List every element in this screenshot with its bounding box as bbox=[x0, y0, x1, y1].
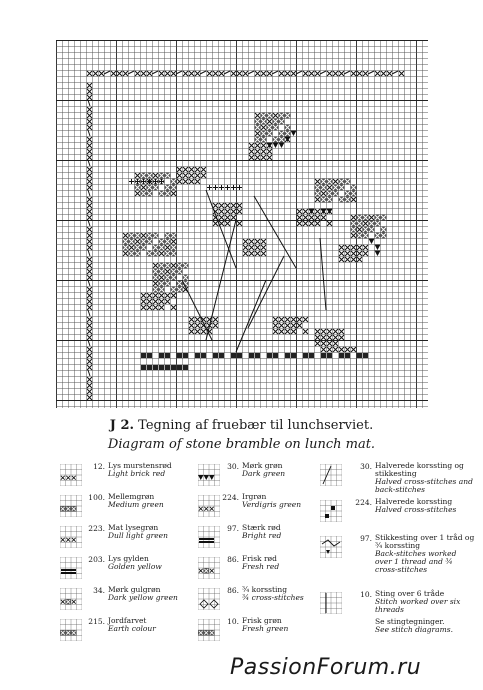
stitch-chart bbox=[56, 40, 428, 408]
stitch-solid bbox=[219, 353, 224, 358]
legend-column-3 bbox=[320, 462, 480, 642]
legend-swatch-icon bbox=[60, 495, 82, 517]
legend-danish: Frisk grøn bbox=[242, 616, 282, 625]
legend-number: 100. bbox=[88, 493, 105, 502]
legend-text bbox=[375, 534, 475, 574]
legend-text bbox=[242, 462, 285, 478]
legend-column-2 bbox=[198, 462, 328, 648]
stitch-solid bbox=[147, 365, 152, 370]
legend-danish: Frisk rød bbox=[242, 554, 277, 563]
legend-english: Dull light green bbox=[108, 531, 168, 540]
stitch-solid bbox=[321, 353, 326, 358]
legend-english: Fresh green bbox=[242, 624, 289, 633]
legend-swatch-icon bbox=[60, 526, 82, 548]
legend-number: 97. bbox=[227, 524, 239, 533]
legend-number: 12. bbox=[93, 462, 105, 471]
legend-text bbox=[242, 524, 281, 540]
legend-swatch-icon bbox=[320, 592, 342, 614]
legend-swatch-icon bbox=[198, 619, 220, 641]
legend-english: Bright red bbox=[242, 531, 282, 540]
stitch-solid bbox=[213, 353, 218, 358]
legend-swatch-icon bbox=[198, 495, 220, 517]
legend-danish: Mat lysegrøn bbox=[108, 523, 159, 532]
legend-item bbox=[198, 462, 328, 493]
legend-english: Dark green bbox=[242, 469, 286, 478]
stitch-solid bbox=[273, 353, 278, 358]
legend-item bbox=[320, 462, 480, 498]
stitch-solid bbox=[291, 353, 296, 358]
legend-number: 224. bbox=[222, 493, 239, 502]
stitch-solid bbox=[159, 353, 164, 358]
legend-text bbox=[242, 617, 288, 633]
stitch-solid bbox=[249, 353, 254, 358]
legend-number: 30. bbox=[227, 462, 239, 471]
legend-danish: Irgrøn bbox=[242, 492, 267, 501]
legend-text bbox=[375, 590, 475, 614]
legend-swatch-icon bbox=[60, 619, 82, 641]
stitch-solid bbox=[183, 353, 188, 358]
stitch-solid bbox=[171, 365, 176, 370]
legend-number: 223. bbox=[88, 524, 105, 533]
stitch-solid bbox=[195, 353, 200, 358]
legend-number: 97. bbox=[360, 534, 372, 543]
legend-number: 10. bbox=[360, 590, 372, 599]
legend-danish: ¾ korssting bbox=[242, 585, 288, 594]
legend-item bbox=[320, 498, 480, 534]
legend-note-danish: Se stingtegninger. bbox=[375, 617, 445, 626]
stitch-solid bbox=[183, 365, 188, 370]
stitch-solid bbox=[231, 353, 236, 358]
legend-number: 86. bbox=[227, 586, 239, 595]
legend-number: 10. bbox=[227, 617, 239, 626]
legend-number: 224. bbox=[355, 498, 372, 507]
legend-danish: Halverede korssting og stikkesting bbox=[375, 461, 464, 478]
stitch-solid bbox=[309, 353, 314, 358]
stitch-solid bbox=[339, 353, 344, 358]
caption-english: Diagram of stone bramble on lunch mat. bbox=[107, 437, 376, 452]
legend-english: Fresh red bbox=[242, 562, 280, 571]
legend-english: ¾ cross-stitches bbox=[242, 593, 304, 602]
caption-danish-text: Tegning af fruebær til lunchserviet. bbox=[138, 418, 374, 433]
legend-number: 86. bbox=[227, 555, 239, 564]
legend-text bbox=[108, 462, 172, 478]
legend-english: Medium green bbox=[108, 500, 164, 509]
legend-danish: Lys murstensrød bbox=[108, 461, 172, 470]
legend-text bbox=[242, 493, 301, 509]
stitch-solid bbox=[363, 353, 368, 358]
legend-english: Verdigris green bbox=[242, 500, 302, 509]
legend-number: 215. bbox=[88, 617, 105, 626]
legend-swatch-icon bbox=[320, 464, 342, 486]
legend-danish: Sting over 6 tråde bbox=[375, 589, 445, 598]
legend-text bbox=[108, 555, 162, 571]
legend-danish: Mørk gulgrøn bbox=[108, 585, 161, 594]
legend-english: Halved cross-stitches and back-stitches bbox=[375, 477, 473, 494]
legend-text bbox=[108, 524, 168, 540]
legend-note-english: See stitch diagrams. bbox=[375, 625, 453, 634]
legend-danish: Mellemgrøn bbox=[108, 492, 155, 501]
legend-note bbox=[375, 618, 483, 634]
legend-english: Golden yellow bbox=[108, 562, 162, 571]
stitch-solid bbox=[255, 353, 260, 358]
legend-english: Dark yellow green bbox=[108, 593, 178, 602]
legend-swatch-icon bbox=[60, 588, 82, 610]
legend-english: Light brick red bbox=[108, 469, 166, 478]
legend-text bbox=[108, 493, 164, 509]
legend-english: Back-stitches worked over 1 thread and ¾ cross-stitches bbox=[375, 549, 457, 574]
stitch-solid bbox=[177, 353, 182, 358]
stitch-solid bbox=[237, 353, 242, 358]
stitch-solid bbox=[177, 365, 182, 370]
legend-danish: Mørk grøn bbox=[242, 461, 283, 470]
legend-number: 34. bbox=[93, 586, 105, 595]
stitch-solid bbox=[153, 365, 158, 370]
diagram-code: J 2. bbox=[109, 418, 135, 433]
legend-danish: Lys gylden bbox=[108, 554, 149, 563]
legend-swatch-icon bbox=[198, 464, 220, 486]
legend-item bbox=[320, 534, 480, 590]
legend-swatch-icon bbox=[320, 536, 342, 558]
legend-swatch-icon bbox=[198, 557, 220, 579]
stitch-solid bbox=[345, 353, 350, 358]
stitch-solid bbox=[141, 365, 146, 370]
stitch-solid bbox=[303, 353, 308, 358]
stitch-solid bbox=[201, 353, 206, 358]
legend-text bbox=[108, 617, 156, 633]
stitch-solid bbox=[165, 353, 170, 358]
legend-text bbox=[108, 586, 178, 602]
legend-english: Stitch worked over six threads bbox=[375, 597, 461, 614]
stitch-solid bbox=[285, 353, 290, 358]
legend-item bbox=[198, 524, 328, 555]
legend-item bbox=[198, 586, 328, 617]
stitch-solid bbox=[327, 353, 332, 358]
legend-swatch-icon bbox=[60, 464, 82, 486]
legend-danish: Jordfarvet bbox=[108, 616, 147, 625]
stitch-solid bbox=[267, 353, 272, 358]
watermark: PassionForum.ru bbox=[230, 655, 422, 680]
stitch-solid bbox=[357, 353, 362, 358]
legend-english: Earth colour bbox=[108, 624, 156, 633]
legend-number: 30. bbox=[360, 462, 372, 471]
stitch-solid bbox=[141, 353, 146, 358]
legend-item bbox=[198, 555, 328, 586]
legend-number: 203. bbox=[88, 555, 105, 564]
caption-danish bbox=[0, 418, 483, 433]
stitch-solid bbox=[165, 365, 170, 370]
legend-item bbox=[198, 617, 328, 648]
legend-english: Halved cross-stitches bbox=[375, 505, 457, 514]
legend-swatch-icon bbox=[320, 500, 342, 522]
legend-danish: Halverede korssting bbox=[375, 497, 453, 506]
legend-swatch-icon bbox=[198, 588, 220, 610]
legend-text bbox=[242, 555, 279, 571]
legend-text bbox=[375, 462, 475, 494]
legend-swatch-icon bbox=[198, 526, 220, 548]
stitch-solid bbox=[147, 353, 152, 358]
legend-danish: Stærk rød bbox=[242, 523, 281, 532]
legend-item bbox=[198, 493, 328, 524]
legend-text bbox=[375, 498, 475, 514]
legend-danish: Stikkesting over 1 tråd og ¾ korssting bbox=[375, 533, 475, 550]
stitch-solid bbox=[159, 365, 164, 370]
legend-swatch-icon bbox=[60, 557, 82, 579]
legend-text bbox=[242, 586, 304, 602]
